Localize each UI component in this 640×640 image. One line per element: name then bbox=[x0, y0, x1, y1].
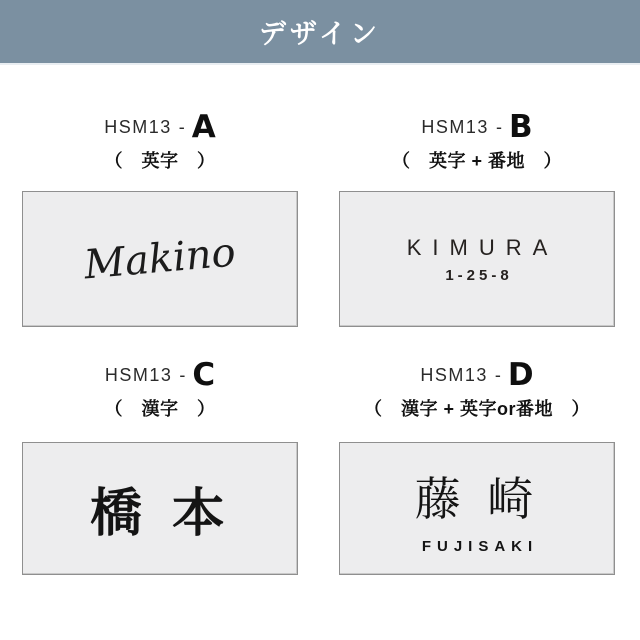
model-code: HSM13 bbox=[104, 116, 172, 137]
code-separator: - bbox=[179, 364, 186, 385]
design-code-b bbox=[339, 110, 615, 144]
sample-name-kanji: 藤 崎 bbox=[414, 471, 540, 526]
design-card-b bbox=[339, 110, 615, 327]
code-separator: - bbox=[495, 116, 502, 137]
nameplate-sample-a bbox=[22, 191, 298, 327]
sample-name-script: Makino bbox=[82, 229, 238, 289]
sample-name-romaji: FUJISAKI bbox=[421, 537, 539, 555]
design-subtitle: （ 漢字 ） bbox=[104, 399, 216, 419]
design-code-a bbox=[22, 110, 298, 144]
variant-letter: D bbox=[507, 356, 534, 393]
design-card-a bbox=[22, 110, 298, 327]
page-title: デザイン bbox=[258, 19, 382, 50]
model-code: HSM13 bbox=[104, 364, 173, 385]
header-banner bbox=[0, 0, 640, 65]
design-card-d bbox=[339, 358, 615, 575]
nameplate-sample-c bbox=[22, 442, 298, 575]
model-code: HSM13 bbox=[420, 364, 488, 385]
nameplate-sample-b bbox=[339, 191, 615, 327]
sample-name-kanji: 橋 本 bbox=[89, 484, 231, 544]
variant-letter: A bbox=[191, 108, 216, 145]
code-separator: - bbox=[494, 364, 501, 385]
design-code-c bbox=[22, 358, 298, 392]
variant-letter: B bbox=[508, 108, 533, 145]
design-subtitle: （ 英字 + 番地 ） bbox=[391, 151, 562, 171]
sample-name-caps: KIMURA bbox=[406, 234, 559, 260]
nameplate-sample-d bbox=[339, 442, 615, 575]
design-code-d bbox=[339, 358, 615, 392]
design-subtitle: （ 英字 ） bbox=[104, 151, 216, 171]
variant-letter: C bbox=[192, 356, 216, 393]
sample-address-number: 1-25-8 bbox=[445, 266, 513, 284]
model-code: HSM13 bbox=[421, 116, 489, 137]
design-subtitle: （ 漢字 + 英字or番地 ） bbox=[363, 399, 590, 419]
design-card-c bbox=[22, 358, 298, 575]
code-separator: - bbox=[178, 116, 185, 137]
